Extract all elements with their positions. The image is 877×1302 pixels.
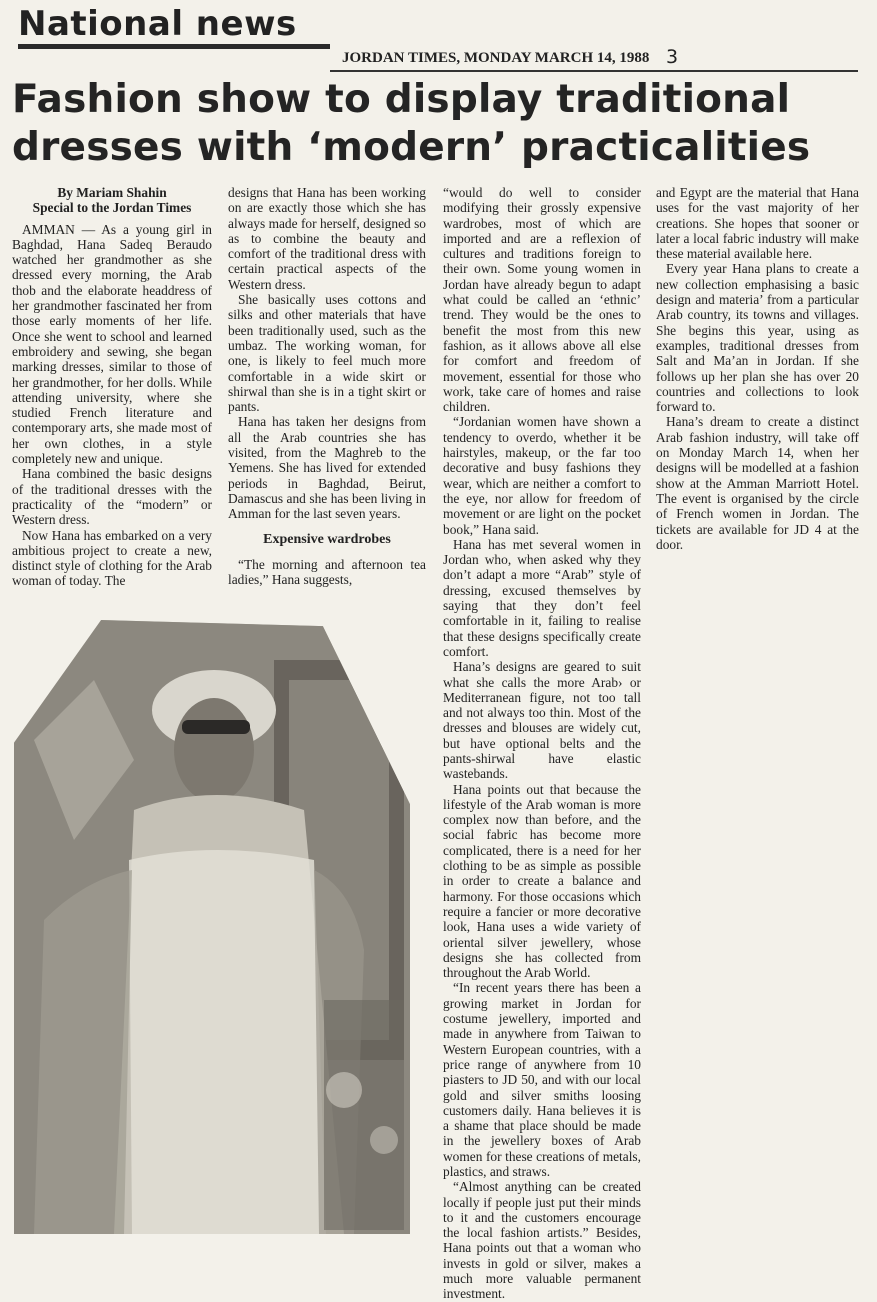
article-column-3 (443, 185, 641, 1302)
paragraph: and Egypt are the material that Hana uses for the vast majority of her creations. She hopes that sooner or later a local fabric industry will make these material available here. (656, 185, 859, 262)
article-column-1 (12, 185, 212, 589)
article-column-2 (228, 185, 426, 587)
paragraph: Now Hana has embarked on a very ambitious project to create a new, distinct style of clothing for the Arab woman of today. The (12, 527, 212, 589)
paragraph: Every year Hana plans to create a new collection emphasising a basic design and materia’ from a particular Arab country, its towns and villages. She begins this year, using as examples, traditional dresses from Salt and Ma’an in Jordan. If she follows up her plan she has over 20 countries and collections to look forward to. (656, 261, 859, 415)
article-photo (14, 620, 410, 1234)
paragraph: designs that Hana has been working on are exactly those which she has always made for herself, designed so as to combine the beauty and comfort of the traditional dress with certain practical aspects of the Western dress. (228, 185, 426, 292)
paragraph: Hana combined the basic designs of the traditional dresses with the practicality of the “modern” or Western dress. (12, 466, 212, 528)
byline-affiliation: Special to the Jordan Times (32, 200, 192, 216)
section-title: National news (18, 4, 297, 44)
paragraph: “Almost anything can be created locally if people just put their minds to it and the customers encourage the local fashion artists.” Besides, Hana points out that a woman who invests in gold or silver, makes a much more valuable permanent investment. (443, 1179, 641, 1302)
paragraph: Hana points out that because the lifestyle of the Arab woman is more complex now than before, and the social fabric has become more complicated, there is a need for her clothing to be as simple as possible in order to create a balance and harmony. For those occasions which require a fancier or more decorative look, Hana uses a wide variety of oriental silver jewellery, whose designs she has collected from throughout the Arab World. (443, 781, 641, 981)
paragraph: “The morning and afternoon tea ladies,” Hana suggests, (228, 556, 426, 588)
paragraph: AMMAN — As a young girl in Baghdad, Hana Sadeq Beraudo watched her grandmother as she dressed every morning, the Arab thob and the elaborate headdress of her grandmother fascinated her from those early moments of her life. Once she went to school and learned embroidery and sewing, she began marking dresses, similar to those of her grandmother, for her dolls. While attending university, where she studied French literature and contemporary arts, she made most of her own clothes, in a style completely new and unique. (12, 221, 212, 467)
paragraph: Hana has met several women in Jordan who, when asked why they don’t adapt a more “Arab” style of dressing, excused themselves by saying that they don’t feel comfortable in it, failing to realise that these designs specifically create comfort. (443, 536, 641, 659)
article-headline: Fashion show to display traditional dresses with ‘modern’ practicalities (12, 77, 811, 170)
paragraph: “Jordanian women have shown a tendency to overdo, whether it be hairstyles, makeup, or the far too decorative and busy fashions they wear, which are neither a comfort to the eye, nor allow for freedom of movement or are light on the pocket book,” Hana said. (443, 414, 641, 537)
paragraph: “would do well to consider modifying their grossly expensive wardrobes, most of which are imported and are a reflexion of cultures and traditions foreign to their own. Some young women in Jordan have already begun to adapt what could be called an ‘ethnic’ trend. They would be the ones to benefit the most from this new fashion, as it allows above all else for comfort and freedom of movement, essential for those who work, take care of homes and raise children. (443, 185, 641, 415)
byline-author: By Mariam Shahin (57, 185, 167, 200)
paragraph: Hana has taken her designs from all the Arab countries she has visited, from the Maghreb to the Yemens. She has lived for extended periods in Baghdad, Beirut, Damascus and she has been living in Amman for the last seven years. (228, 414, 426, 522)
paragraph: She basically uses cottons and silks and other materials that have been traditionally used, such as the umbaz. The working woman, for one, is likely to feel much more comfortable in a wide skirt or shirwal than she is in a tight skirt or pants. (228, 292, 426, 415)
photo-illustration (14, 620, 410, 1234)
article-column-4 (656, 185, 859, 552)
page-number: 3 (666, 46, 679, 68)
paragraph: “In recent years there has been a growing market in Jordan for costume jewellery, imported and made in anywhere from Taiwan to Western European countries, with a price range of anywhere from 10 piasters to JD 50, and with our local gold and silver smiths loosing customers daily. Hana believes it is a shame that place should be made in the jewellery boxes of Arab women for these creations of metals, plastics, and straws. (443, 980, 641, 1179)
masthead-rule (330, 70, 858, 72)
paragraph: Hana’s dream to create a distinct Arab fashion industry, will take off on Monday March 14, when her designs will be modelled at a fashion show at the Amman Marriott Hotel. The event is organised by the circle of French women in Jordan. The tickets are available for JD 4 at the door. (656, 414, 859, 552)
masthead-dateline: JORDAN TIMES, MONDAY MARCH 14, 1988 (342, 50, 650, 66)
paragraph: Hana’s designs are geared to suit what she calls the more Arab› or Mediterranean figure, not too tall and not always too thin. Most of the dresses and blouses are widely cut, but have optional belts and the pants-shirwal have elastic wastebands. (443, 659, 641, 782)
subheading: Expensive wardrobes (263, 531, 391, 547)
section-title-rule (18, 44, 330, 49)
